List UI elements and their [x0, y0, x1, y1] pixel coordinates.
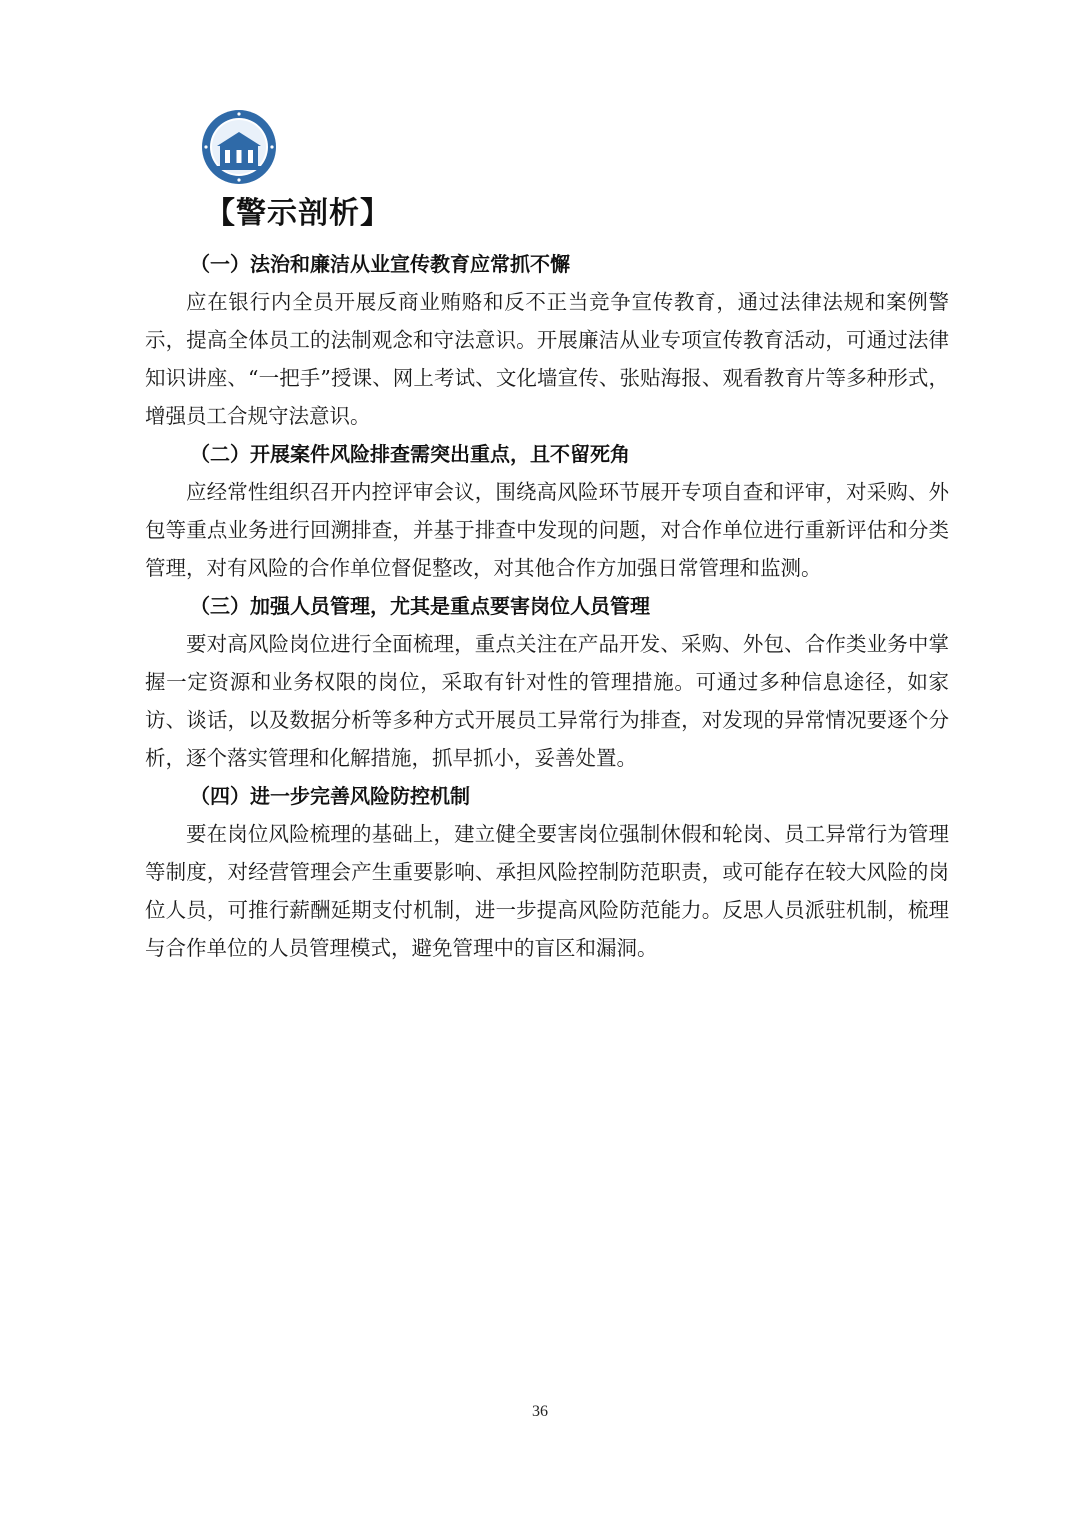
section-heading: （四）进一步完善风险防控机制 — [190, 784, 470, 808]
section-4 — [145, 777, 949, 967]
section-3 — [145, 587, 949, 777]
section-2 — [145, 435, 949, 587]
section-1 — [145, 245, 949, 435]
section-heading: （二）开展案件风险排查需突出重点，且不留死角 — [190, 442, 630, 466]
page-title: 【警示剖析】 — [205, 196, 391, 231]
document-body — [145, 245, 949, 967]
bank-seal-logo — [200, 108, 278, 186]
section-heading: （三）加强人员管理，尤其是重点要害岗位人员管理 — [190, 594, 650, 618]
section-heading: （一）法治和廉洁从业宣传教育应常抓不懈 — [190, 252, 570, 276]
section-paragraph: 要在岗位风险梳理的基础上，建立健全要害岗位强制休假和轮岗、员工异常行为管理等制度，对经营管理会产生重要影响、承担风险控制防范职责，或可能存在较大风险的岗位人员，可推行薪酬延期支付机制，进一步提高风险防范能力。反思人员派驻机制，梳理与合作单位的人员管理模式，避免管理中的盲区和漏洞。 — [145, 822, 949, 960]
page-number: 36 — [532, 1403, 548, 1420]
section-paragraph: 应在银行内全员开展反商业贿赂和反不正当竞争宣传教育，通过法律法规和案例警示，提高全体员工的法制观念和守法意识。开展廉洁从业专项宣传教育活动，可通过法律知识讲座、“一把手”授课、网上考试、文化墙宣传、张贴海报、观看教育片等多种形式，增强员工合规守法意识。 — [145, 290, 949, 428]
section-paragraph: 要对高风险岗位进行全面梳理，重点关注在产品开发、采购、外包、合作类业务中掌握一定资源和业务权限的岗位，采取有针对性的管理措施。可通过多种信息途径，如家访、谈话，以及数据分析等多种方式开展员工异常行为排查，对发现的异常情况要逐个分析，逐个落实管理和化解措施，抓早抓小，妥善处置。 — [145, 632, 949, 770]
section-paragraph: 应经常性组织召开内控评审会议，围绕高风险环节展开专项自查和评审，对采购、外包等重点业务进行回溯排查，并基于排查中发现的问题，对合作单位进行重新评估和分类管理，对有风险的合作单位督促整改，对其他合作方加强日常管理和监测。 — [145, 480, 949, 580]
